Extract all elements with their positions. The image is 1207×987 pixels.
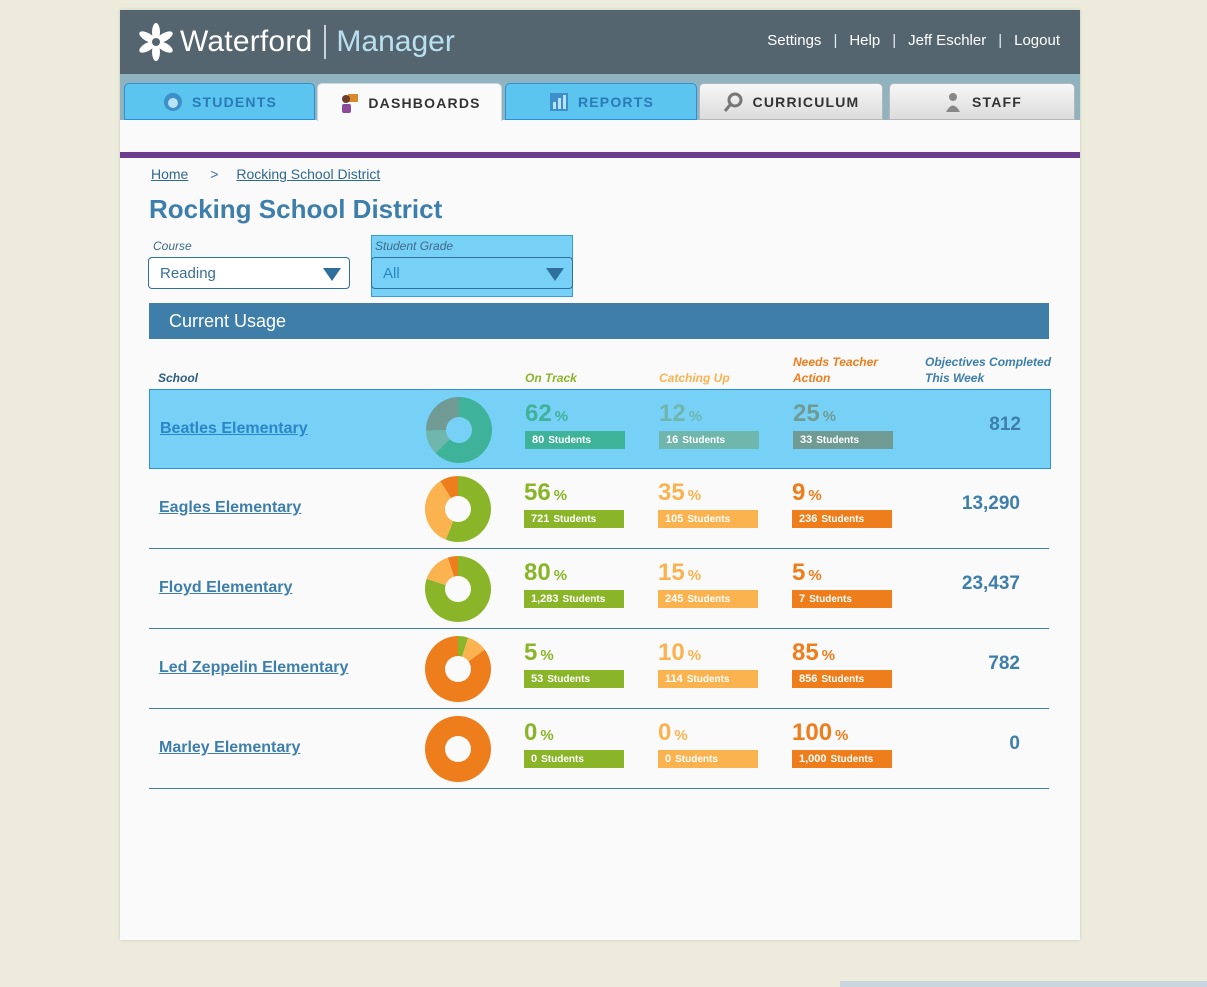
student-count-bar [524, 590, 624, 608]
objectives-count: 23,437 [961, 573, 1020, 594]
percent-number: 0 [524, 719, 538, 746]
tab-label: REPORTS [577, 93, 655, 110]
tab-students[interactable] [124, 83, 315, 120]
student-count-bar [792, 750, 892, 768]
school-link[interactable]: Led Zeppelin Elementary [159, 659, 349, 676]
percent-number: 5 [792, 559, 806, 586]
student-unit-label: Students [687, 593, 731, 605]
donut-hole [445, 656, 471, 682]
tab-label: DASHBOARDS [368, 94, 481, 111]
breadcrumb [151, 166, 380, 182]
percent-number: 85 [792, 639, 819, 666]
col-on-track: On Track [525, 371, 577, 385]
tab-label: STAFF [971, 93, 1023, 110]
needs-action-metric [792, 559, 892, 608]
percent-value [658, 559, 758, 590]
objectives-count: 0 [1009, 733, 1020, 754]
student-count-bar [658, 510, 758, 528]
percent-number: 62 [525, 400, 552, 427]
percent-value [524, 719, 624, 750]
student-count: 16 [666, 434, 679, 446]
percent-number: 12 [659, 400, 686, 427]
percent-value [793, 400, 893, 431]
student-count-bar [658, 590, 758, 608]
table-row[interactable] [149, 629, 1049, 709]
catching-up-metric [658, 479, 758, 528]
student-count-bar [658, 750, 758, 768]
donut-hole [446, 417, 472, 443]
donut-hole [445, 496, 471, 522]
grade-label: Student Grade [375, 239, 454, 253]
col-objectives: Objectives Completed This Week [925, 355, 1052, 385]
col-school: School [158, 371, 199, 385]
on-track-metric [525, 400, 625, 449]
needs-action-metric [793, 400, 893, 449]
col-catching-up: Catching Up [659, 371, 730, 385]
tab-staff[interactable] [889, 83, 1075, 120]
dropdown-arrow-icon [323, 268, 341, 281]
accent-divider [120, 152, 1080, 158]
percent-sign: % [835, 727, 849, 744]
objectives-count: 812 [989, 414, 1021, 435]
table-row[interactable] [149, 469, 1049, 549]
student-count-bar [792, 670, 892, 688]
percent-sign: % [687, 567, 702, 584]
percent-sign: % [687, 487, 702, 504]
donut-hole [445, 736, 471, 762]
breadcrumb-current-link[interactable]: Rocking School District [236, 166, 381, 182]
on-track-metric [524, 639, 624, 688]
student-unit-label: Students [682, 434, 726, 446]
percent-number: 5 [524, 639, 538, 666]
objectives-count: 13,290 [961, 493, 1020, 514]
student-unit-label: Students [675, 753, 718, 765]
student-unit-label: Students [547, 673, 591, 685]
percent-number: 25 [793, 400, 820, 427]
app-header [120, 10, 1080, 74]
tab-dashboards[interactable] [317, 83, 502, 121]
percent-value [792, 559, 892, 590]
table-row[interactable] [149, 389, 1051, 469]
percent-number: 100 [792, 719, 833, 746]
catching-up-metric [658, 719, 758, 768]
on-track-metric [524, 559, 624, 608]
percent-sign: % [540, 727, 554, 744]
percent-sign: % [687, 647, 702, 664]
student-unit-label: Students [541, 753, 584, 765]
tab-label: CURRICULUM [752, 93, 860, 110]
app-window [120, 10, 1080, 940]
student-unit-label: Students [830, 753, 874, 765]
school-link[interactable]: Beatles Elementary [160, 420, 308, 437]
logout-link[interactable]: Logout [1014, 32, 1060, 49]
course-value: Reading [160, 264, 216, 282]
needs-action-metric [792, 639, 892, 688]
student-unit-label: Students [548, 434, 592, 446]
percent-sign: % [808, 567, 822, 584]
teacher-board-icon [338, 92, 360, 114]
student-unit-label: Students [821, 513, 865, 525]
usage-donut-chart [425, 476, 491, 542]
table-row[interactable] [149, 549, 1049, 629]
current-usage-header: Current Usage [149, 303, 1049, 339]
brand-divider [324, 25, 326, 59]
percent-sign: % [822, 408, 837, 425]
percent-value [525, 400, 625, 431]
usage-donut-chart [425, 716, 491, 782]
percent-value [524, 559, 624, 590]
percent-value [524, 479, 624, 510]
donut-hole [445, 576, 471, 602]
top-nav: Settings | Help | Jeff Eschler | Logout [767, 32, 1060, 49]
needs-action-metric [792, 479, 892, 528]
percent-value [792, 479, 892, 510]
col-needs-action: Needs Teacher Action [793, 355, 878, 385]
percent-value [658, 479, 758, 510]
school-link[interactable]: Eagles Elementary [159, 499, 302, 516]
percent-sign: % [674, 727, 688, 744]
settings-link[interactable]: Settings [767, 32, 822, 49]
usage-donut-chart [425, 556, 491, 622]
usage-donut-chart [426, 397, 492, 463]
percent-sign: % [540, 647, 554, 664]
student-count: 0 [531, 753, 538, 765]
percent-number: 80 [524, 559, 551, 586]
percent-number: 10 [658, 639, 685, 666]
catching-up-metric [658, 559, 758, 608]
percent-sign: % [821, 647, 836, 664]
usage-donut-chart [425, 636, 491, 702]
student-count: 33 [800, 434, 813, 446]
catching-up-metric [659, 400, 759, 449]
tab-reports[interactable] [505, 83, 697, 120]
student-count-bar [524, 670, 624, 688]
user-name-link[interactable]: Jeff Eschler [908, 32, 987, 49]
brand-name: Waterford [180, 25, 313, 58]
student-count: 1,283 [531, 593, 559, 605]
bottom-strip [840, 981, 1207, 987]
student-unit-label: Students [686, 673, 730, 685]
student-unit-label: Students [553, 513, 597, 525]
student-count: 0 [665, 753, 672, 765]
student-unit-label: Students [816, 434, 860, 446]
product-name: Manager [336, 25, 455, 58]
student-count: 236 [799, 513, 818, 525]
student-count-bar [524, 510, 624, 528]
percent-number: 15 [658, 559, 685, 586]
school-link[interactable]: Floyd Elementary [159, 579, 293, 596]
student-count: 7 [799, 593, 806, 605]
percent-number: 9 [792, 479, 806, 506]
student-count: 114 [665, 673, 683, 685]
percent-value [658, 719, 758, 750]
course-select[interactable] [148, 257, 350, 289]
tab-bar [120, 74, 1080, 120]
objectives-count: 782 [988, 653, 1020, 674]
student-unit-label: Students [562, 593, 606, 605]
bar-chart-icon [548, 91, 570, 113]
student-count: 105 [665, 513, 684, 525]
student-count: 721 [531, 513, 550, 525]
student-count-bar [659, 431, 759, 449]
catching-up-metric [658, 639, 758, 688]
student-count-bar [524, 750, 624, 768]
percent-value [792, 719, 892, 750]
staff-person-icon [942, 91, 964, 113]
student-count: 80 [532, 434, 545, 446]
student-unit-label: Students [821, 673, 865, 685]
flower-logo-icon [136, 22, 176, 62]
on-track-metric [524, 719, 624, 768]
dropdown-arrow-icon [546, 268, 564, 281]
tab-curriculum[interactable] [699, 83, 883, 120]
percent-sign: % [808, 487, 822, 504]
page-title: Rocking School District [149, 194, 443, 224]
percent-value [524, 639, 624, 670]
percent-value [792, 639, 892, 670]
student-unit-label: Students [809, 593, 852, 605]
student-face-icon [162, 91, 184, 113]
percent-number: 35 [658, 479, 685, 506]
percent-value [658, 639, 758, 670]
percent-sign: % [554, 408, 569, 425]
magnifier-icon [723, 91, 745, 113]
percent-sign: % [553, 487, 568, 504]
table-row[interactable] [149, 709, 1049, 789]
grade-value: All [383, 264, 400, 282]
breadcrumb-separator: > [210, 166, 219, 182]
tab-label: STUDENTS [191, 93, 278, 110]
percent-value [659, 400, 759, 431]
help-link[interactable]: Help [849, 32, 881, 49]
student-count: 245 [665, 593, 684, 605]
needs-action-metric [792, 719, 892, 768]
percent-sign: % [688, 408, 703, 425]
student-count-bar [793, 431, 893, 449]
school-link[interactable]: Marley Elementary [159, 739, 301, 756]
student-count: 856 [799, 673, 818, 685]
student-count-bar [792, 510, 892, 528]
percent-number: 56 [524, 479, 551, 506]
percent-number: 0 [658, 719, 672, 746]
student-count: 53 [531, 673, 544, 685]
student-count-bar [658, 670, 758, 688]
logo [136, 22, 455, 62]
on-track-metric [524, 479, 624, 528]
student-count-bar [792, 590, 892, 608]
grade-select[interactable] [371, 257, 573, 289]
breadcrumb-home-link[interactable]: Home [151, 166, 189, 182]
percent-sign: % [553, 567, 568, 584]
student-unit-label: Students [687, 513, 731, 525]
student-count: 1,000 [799, 753, 827, 765]
course-label: Course [153, 239, 192, 253]
student-count-bar [525, 431, 625, 449]
